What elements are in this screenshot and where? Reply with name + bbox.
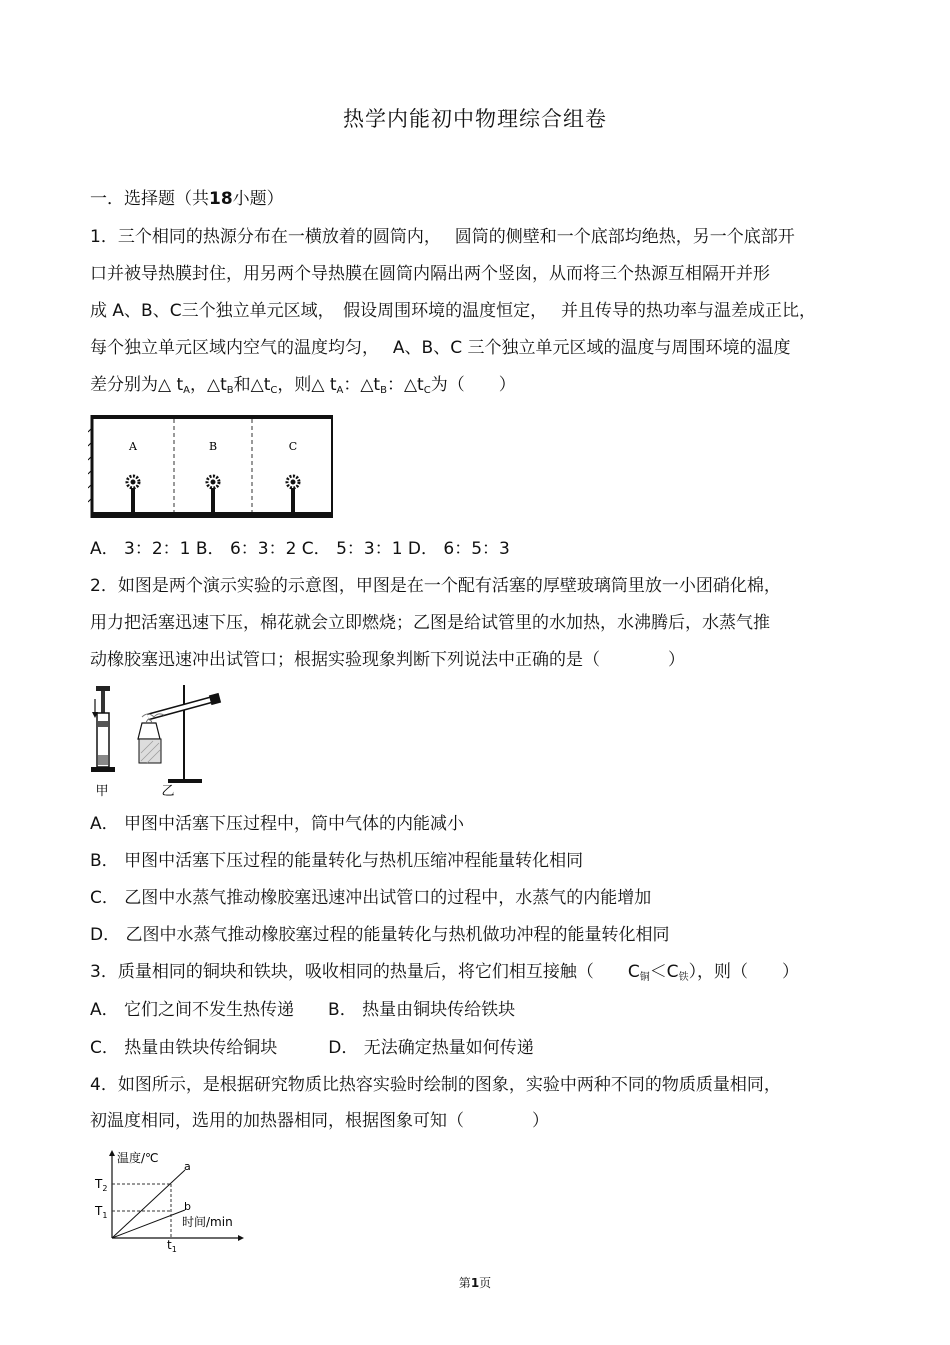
heat-source-icon xyxy=(287,476,299,512)
q1-line: 每个独立单元区域内空气的温度均匀， A、B、C 三个独立单元区域的温度与周围环境的温度 xyxy=(90,338,791,358)
region-label-b: B xyxy=(208,440,218,453)
q2-option-d: D． 乙图中水蒸气推动橡胶塞过程的能量转化与热机做功冲程的能量转化相同 xyxy=(90,925,670,945)
q1-line: 差分别为△ $t_A$，$\triangle t_B$和$\triangle t_C$，则△ $t_A$：$\triangle t_B$：$\triangle t_C$为（ ） xyxy=(90,375,516,396)
tick-t1: $T_1$ xyxy=(95,1204,108,1220)
q1-line: 口并被导热膜封住，用另两个导热膜在圆筒内隔出两个竖囱，从而将三个热源互相隔开并形 xyxy=(90,264,770,284)
page-footer: 第1页 xyxy=(458,1276,492,1290)
q2-option-a: A． 甲图中活塞下压过程中，筒中气体的内能减小 xyxy=(90,814,465,834)
test-tube-apparatus xyxy=(138,685,221,783)
q1-options: A． 3：2：1 B． 6：3：2 C． 5：3：1 D． 6：5：3 xyxy=(90,539,510,559)
q1-cylinder-figure xyxy=(88,412,336,522)
q2-option-c: C． 乙图中水蒸气推动橡胶塞迅速冲出试管口的过程中，水蒸气的内能增加 xyxy=(90,888,652,908)
line-a xyxy=(112,1170,185,1238)
q2-line: 用力把活塞迅速下压，棉花就会立即燃烧；乙图是给试管里的水加热，水沸腾后，水蒸气推 xyxy=(90,613,770,633)
q1-line: 1．三个相同的热源分布在一横放着的圆筒内， 圆筒的侧壁和一个底部均绝热，另一个底部开 xyxy=(90,227,795,247)
page-title: 热学内能初中物理综合组卷 xyxy=(343,107,607,131)
heat-source-icon xyxy=(127,476,139,512)
region-label-a: A xyxy=(129,440,137,453)
figure-label-yi: 乙 xyxy=(161,784,175,799)
line-b-label: b xyxy=(184,1200,191,1213)
q4-line: 初温度相同，选用的加热器相同，根据图象可知（ ） xyxy=(90,1111,549,1131)
x-axis-label: 时间/min xyxy=(182,1215,233,1229)
q1-line: 成 A、B、C三个独立单元区域， 假设周围环境的温度恒定， 并且传导的热功率与温差成正比， xyxy=(90,301,816,321)
y-axis-label: 温度/℃ xyxy=(117,1151,159,1165)
heat-source-icon xyxy=(207,476,219,512)
q2-line: 动橡胶塞迅速冲出试管口；根据实验现象判断下列说法中正确的是（ ） xyxy=(90,650,685,670)
section-heading: 一．选择题（共18小题） xyxy=(90,189,284,209)
q2-option-b: B． 甲图中活塞下压过程的能量转化与热机压缩冲程能量转化相同 xyxy=(90,851,584,871)
figure-label-jia: 甲 xyxy=(95,784,109,799)
region-label-c: C xyxy=(288,440,298,453)
q3-options-cd: C． 热量由铁块传给铜块 D． 无法确定热量如何传递 xyxy=(90,1038,534,1058)
q2-experiment-figure xyxy=(86,683,236,801)
q3-stem: 3．质量相同的铜块和铁块，吸收相同的热量后，将它们相互接触（ $C_铜<C_铁$），则（ ） xyxy=(90,962,800,983)
tick-time-t1: $t_1$ xyxy=(167,1238,177,1253)
glass-cylinder-apparatus xyxy=(91,686,115,772)
line-b xyxy=(112,1210,185,1238)
tick-t2: $T_2$ xyxy=(95,1177,108,1193)
q2-line: 2．如图是两个演示实验的示意图，甲图是在一个配有活塞的厚壁玻璃筒里放一小团硝化棉， xyxy=(90,576,781,596)
q4-temperature-graph xyxy=(90,1148,250,1253)
q3-options-ab: A． 它们之间不发生热传递 B． 热量由铜块传给铁块 xyxy=(90,1000,516,1020)
q4-line: 4．如图所示，是根据研究物质比热容实验时绘制的图象，实验中两种不同的物质质量相同， xyxy=(90,1075,781,1095)
line-a-label: a xyxy=(184,1160,191,1173)
